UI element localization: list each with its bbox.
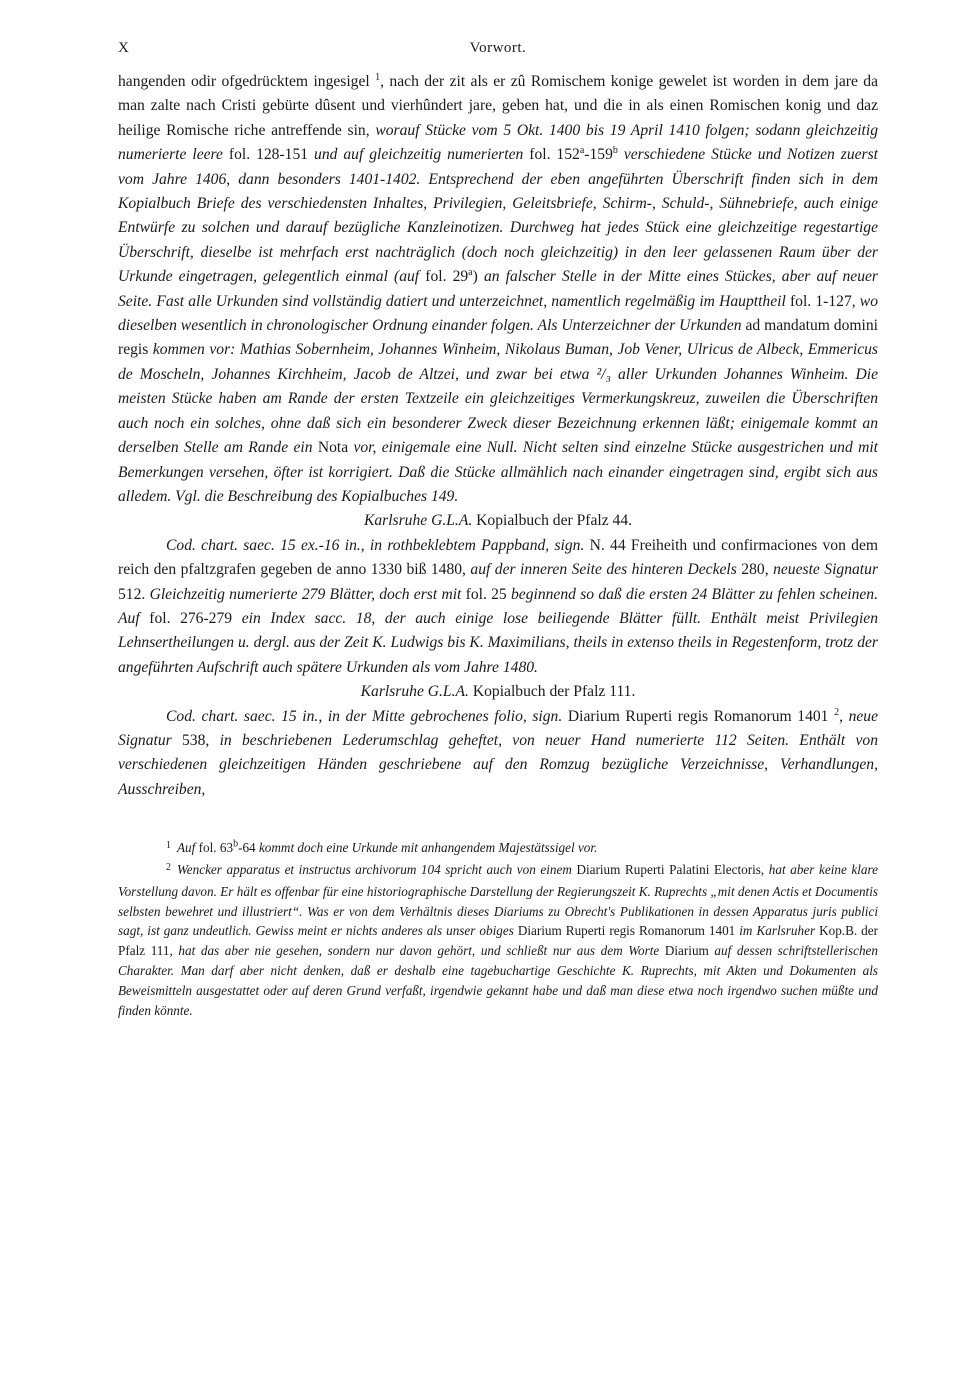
italic-run: beginnend so daß die ersten 24 Blätter zu fehlen scheinen. Auf [118,585,879,627]
footnote-reference: a [579,145,585,157]
page-number: X [118,40,129,56]
text-run: fol. 25 [461,585,511,603]
text-run: fol. 63 [195,840,234,856]
italic-run: neue Signatur [118,707,878,749]
section-heading-kopialbuch-44 [118,509,878,533]
text-run: 538, [171,731,220,749]
text-run: Kopialbuch der Pfalz 44. [472,512,633,530]
footnote-reference: 1 [375,71,381,83]
italic-run: auf der inneren Seite des hinteren Deckels [470,561,737,579]
italic-run: an falscher Stelle in der Mitte eines Stückes, aber auf neuer Seite. Fast alle Urkunden sind vollständig datiert und unterzeichnet, namentlich regelmäßig im Haupttheil [118,268,878,310]
italic-run: ein Index sacc. 18, der auch einige lose beiliegende Blätter füllt. Enthält meist Privilegien Lehnsertheilungen u. dergl. aus der Zeit K. Ludwigs bis K. Maximilians, theils in extenso theils in Regestenform, trotz der angeführten Aufschrift auch spätere Urkunden als vom Jahre 1480. [118,609,879,676]
text-run: fol. 1-127, [785,292,860,310]
text-run: hangenden odir ofgedrücktem ingesigel [118,73,376,90]
italic-run: kommt doch eine Urkunde mit anhangendem Majestätssigel vor. [258,840,598,856]
text-run: fol. 152 [523,146,580,164]
body-text [118,70,878,802]
section-heading-kopialbuch-111 [118,680,878,704]
italic-run: und auf gleichzeitig numerierten [314,146,524,164]
paragraph-kopialbuch-111 [118,705,878,803]
text-run: Diarium Ruperti Palatini Electoris, [571,861,769,877]
italic-run: Karlsruhe G.L.A. [360,683,469,701]
footnote-reference: 2 [834,706,840,718]
footnote-2-marker: 2 [166,861,171,873]
footnote-2 [118,860,878,1020]
italic-run: worauf Stücke vom 5 Okt. 1400 bis 19 April 1410 folgen; sodann gleichzeitig numerierte leere [118,121,878,164]
italic-run: Cod. chart. saec. 15 in., in der Mitte gebrochenes folio, sign. [166,707,563,725]
italic-run: hat das aber nie gesehen, sondern nur davon gehört, und schließt nur aus dem Worte [178,943,660,959]
text-run: fol. 128-151 [222,146,315,164]
text-run: -159 [584,146,613,164]
text-run: , nach der zit als er zû Romischem konige gewelet ist worden in dem jare da man zalte nach Cristi gebürte dûsent und vierhûndert jare, geben hat, und die in als einen Romischen konig und daz heilige Romische riche antreffende sin, [118,73,879,139]
text-run: , [839,707,849,725]
page [118,40,878,1020]
text-run: ) [472,268,484,286]
italic-run: wo dieselben wesentlich in chronologischer Ordnung einander folgen. Als Unterzeichner der Urkunden [118,292,878,335]
italic-run: Karlsruhe G.L.A. [363,512,473,530]
italic-run: kommen vor: Mathias Sobernheim, Johannes Winheim, Nikolaus Buman, Job Vener, Ulricus de Albeck, Emmericus de Moscheln, Johannes Kirchheim, Jacob de Altzei, und zwar bei etwa ²/₃ aller Urkunden Johannes Winheim. Die meisten Stücke haben am Rande der ersten Textzeile ein gleichzeitiges Vermerkungskreuz, zuweilen die Überschriften auch noch ein solches, ohne daß sich ein besonderer Zweck dieser Bezeichnung erkennen läßt; einigemale kommt an derselben Stelle am Rande ein [118,341,878,457]
italic-run: Gleichzeitig numerierte 279 Blätter, doch erst mit [149,585,462,603]
text-run: Diarium Ruperti regis Romanorum 1401 [562,707,835,725]
text-run: Diarium [659,943,715,959]
italic-run: neueste Signatur [773,561,879,579]
footnote-1-text [177,840,597,855]
text-run: 280, [736,561,774,579]
italic-run: vor, einigemale eine Null. Nicht selten sind einzelne Stücke ausgestrichen und mit Bemerkungen versehen, öfter ist korrigiert. Daß die Stücke allmählich nach einander eingetragen sind, ergibt sich aus alledem. Vgl. die Beschreibung des Kopialbuches 149. [118,439,878,505]
text-run: 512. [118,585,150,603]
footnote-reference: b [233,838,239,850]
footnote-reference: b [612,145,618,157]
text-run: Diarium Ruperti regis Romanorum 1401 [513,923,740,939]
paragraph-kopialbuch-44 [118,534,878,680]
running-head [118,40,878,70]
text-run: N. 44 Freiheith und confirmaciones von dem reich den pfaltzgrafen gegeben de anno 1330 biß 1480, [118,536,879,579]
text-run: Kop.B. der Pfalz 111, [118,923,879,959]
running-title: Vorwort. [469,40,527,56]
italic-run: im Karlsruher [739,923,816,939]
text-run: ad mandatum domini regis [118,317,878,359]
italic-run: Auf [177,840,196,856]
paragraph-description-kopialbuch [118,70,878,509]
footnote-1-marker: 1 [166,840,171,852]
footnote-2-text [118,862,878,1018]
italic-run: auf dessen schriftstellerischen Charakter. Man darf aber nicht denken, daß er deshalb eine tagebuchartige Geschichte K. Ruprechts, mit Akten und Dokumenten als Beweismitteln ausgestattet oder auf deren Grund verfaßt, irgendwie gekannt habe und daß man diese etwa noch irgendwo suchen müßte und finden könnte. [118,943,878,1018]
text-run: fol. 29 [419,268,469,286]
text-run: Kopialbuch der Pfalz 111. [468,683,636,701]
italic-run: verschiedene Stücke und Notizen zuerst vom Jahre 1406, dann besonders 1401-1402. Entsprechend der eben angeführten Überschrift finden sich in dem Kopialbuch Briefe des verschiedensten Inhaltes, Privilegien, Geleitsbriefe, Schirm-, Schuld-, Sühnebriefe, auch einige Entwürfe zu solchen und darauf bezügliche Kanzleinotizen. Durchweg hat jedes Stück eine gleichzeitige regestartige Überschrift, dieselbe ist mehrfach erst nachträglich (doch noch gleichzeitig) in den leer gelassenen Raum über der Urkunde eingetragen, gelegentlich einmal (auf [118,146,879,286]
text-run: fol. 276-279 [139,609,242,627]
italic-run: Cod. chart. saec. 15 ex.-16 in., in rothbeklebtem Pappband, sign. [166,536,585,554]
text-run: -64 [238,840,259,856]
footnote-reference: a [468,267,473,279]
italic-run: Wencker apparatus et instructus archivorum 104 spricht auch von einem [177,861,572,877]
footnote-1 [118,838,878,860]
text-run: Nota [312,439,354,457]
footnotes [118,838,878,1020]
italic-run: hat aber keine klare Vorstellung davon. Er hält es offenbar für eine historiographische Darstellung der Regierungszeit K. Ruprechts „mit denen Actis et Documentis selbsten bewehret und illustriert“. Was er von dem Verhältnis dieses Diariums zu Obrecht's Publikationen in dessen Apparatus juris publici sagt, ist ganz undeutlich. Gewiss meint er nichts anderes als unser obiges [118,861,879,939]
italic-run: in beschriebenen Lederumschlag geheftet, von neuer Hand numerierte 112 Seiten. Enthält von verschiedenen gleichzeitigen Händen geschriebene auf den Romzug bezügliche Verzeichnisse, Verhandlungen, Ausschreiben, [118,731,878,798]
